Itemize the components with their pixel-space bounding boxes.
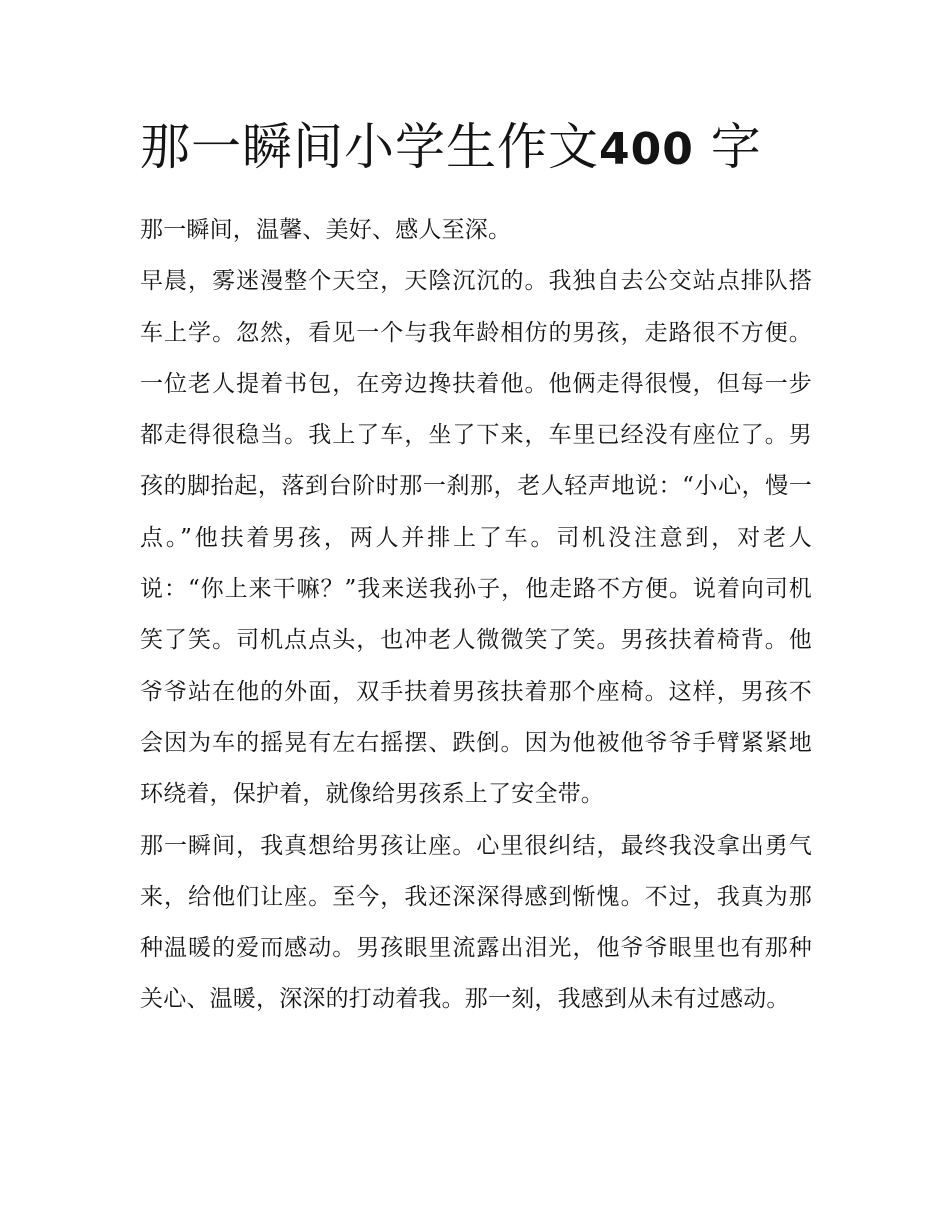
paragraph-2: 早晨，雾迷漫整个天空，天陰沉沉的。我独自去公交站点排队搭车上学。忽然，看见一个与我年龄相仿的男孩，走路很不方便。一位老人提着书包，在旁边搀扶着他。他俩走得很慢，但每一步都走得很稳当。我上了车，坐了下来，车里已经没有座位了。男孩的脚抬起，落到台阶时那一刹那，老人轻声地说：“小心，慢一点。”他扶着男孩，两人并排上了车。司机没注意到，对老人说：“你上来干嘛？”我来送我孙子，他走路不方便。说着向司机笑了笑。司机点点头，也冲老人微微笑了笑。男孩扶着椅背。他爷爷站在他的外面，双手扶着男孩扶着那个座椅。这样，男孩不会因为车的摇晃有左右摇摆、跌倒。因为他被他爷爷手臂紧紧地环绕着，保护着，就像给男孩系上了安全带。 [140,268,812,808]
title-text: 那一瞬间小学生作文 [140,118,599,176]
title-number: 400 [599,124,694,175]
paragraph-1: 那一瞬间，温馨、美好、感人至深。 [140,217,512,243]
document-body [140,205,812,1026]
title-suffix: 字 [710,118,762,176]
document-content [140,112,812,1026]
document-title [140,112,812,185]
paragraph-3: 那一瞬间，我真想给男孩让座。心里很纠结，最终我没拿出勇气来，给他们让座。至今，我还深深得感到惭愧。不过，我真为那种温暖的爱而感动。男孩眼里流露出泪光，他爷爷眼里也有那种关心、温暖，深深的打动着我。那一刻，我感到从未有过感动。 [140,832,812,1013]
